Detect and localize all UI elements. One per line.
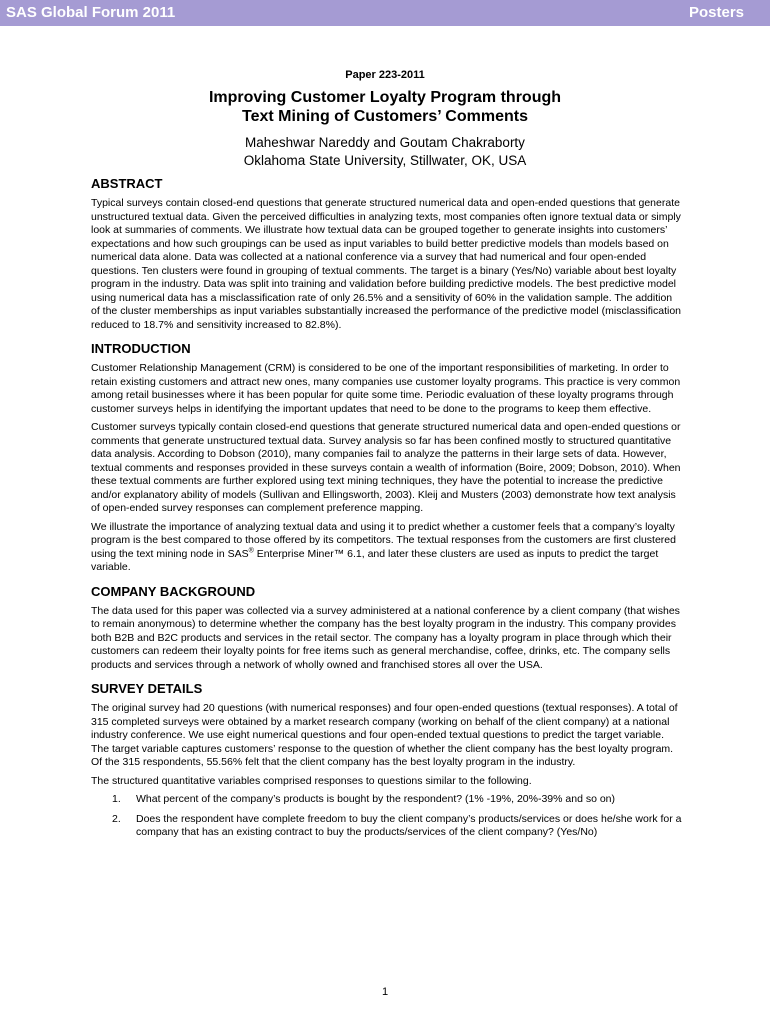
survey-details-paragraph-1: The original survey had 20 questions (with numerical responses) and four open-ended questions (textual responses). A total of 315 completed surveys were obtained by a market research company (working on behalf of the client company) at a national industry conference. We use eight numerical questions and four open-ended textual questions to predict the target variable. The target variable captures customers’ response to the question of whether the client company has the best loyalty program. Of the 315 respondents, 55.56% felt that the client company has the best loyalty program in the industry.	[91, 702, 678, 768]
survey-details-section	[91, 681, 682, 840]
introduction-paragraph-1: Customer Relationship Management (CRM) is considered to be one of the important responsibilities of marketing. In order to retain existing customers and attract new ones, many companies use customer loyalty programs. This practice is very common among retail businesses where it has been popular for quite some time. Periodic evaluation of these loyalty programs through customer surveys helps in identifying the important updates that need to be done to the programs to keep them effective.	[91, 362, 681, 415]
company-background-text: The data used for this paper was collected via a survey administered at a national conference by a client company (that wishes to remain anonymous) to determine whether the company has the best loyalty program in the industry. This company provides both B2B and B2C products and services in the retail sector. The company has a loyalty program in place through which their customers can redeem their loyalty points for free items such as general merchandise, coffee, drinks, etc. The company sells products and services through a network of wholly owned and franchised stores all over the USA.	[91, 604, 680, 671]
page-number: 1	[381, 986, 389, 998]
conference-name: SAS Global Forum 2011	[6, 4, 176, 21]
list-item	[91, 813, 682, 840]
registered-mark: ®	[248, 547, 254, 554]
list-item-number: 1.	[112, 793, 121, 805]
introduction-paragraph-2: Customer surveys typically contain closed-end questions that generate structured numerical data and open-ended questions or comments that generate unstructured textual data. Survey analysis so far has been confined mostly to structured quantitative data analysis. According to Dobson (2010), many companies fail to analyze the patterns in their large sets of data. However, textual comments and responses provided in these surveys contain a wealth of information (Boire, 2009; Dobson, 2010). When these textual comments are further explored using text mining techniques, they have the potential to increase the predictive and/or explanatory ability of models (Sullivan and Ellingsworth, 2003). Kleij and Musters (2003) demonstrate how text analysis of open-ended survey responses can complement preference mapping.	[91, 421, 681, 514]
introduction-paragraph-3	[91, 521, 682, 575]
introduction-p3-after: Enterprise Miner™ 6.1, and later these clusters are used as inputs to predict the target variable.	[91, 547, 659, 573]
company-background-section	[91, 584, 682, 673]
title-line-2: Text Mining of Customers’ Comments	[242, 108, 528, 125]
list-item	[91, 793, 682, 807]
track-name: Posters	[688, 4, 744, 21]
title-line-1: Improving Customer Loyalty Program through	[208, 89, 562, 106]
affiliation: Oklahoma State University, Stillwater, OK, USA	[243, 153, 527, 168]
header-banner	[0, 0, 770, 26]
introduction-p3-before: We illustrate the importance of analyzing textual data and using it to predict whether a customer feels that a company’s loyalty program is the best compared to those offered by its competitors. The textual responses from the customers are first clustered using the text mining node in SAS	[91, 520, 676, 560]
paper-number: Paper 223-2011	[345, 69, 425, 81]
list-item-number: 2.	[112, 812, 121, 825]
survey-details-heading: SURVEY DETAILS	[91, 681, 203, 696]
question-list	[91, 793, 682, 840]
authors: Maheshwar Nareddy and Goutam Chakraborty	[245, 135, 525, 150]
abstract-section	[91, 176, 682, 332]
list-item-text: Does the respondent have complete freedom to buy the client company’s products/services or does he/she work for a company that has an existing contract to buy the products/services of the client company? (Yes/No)	[136, 812, 682, 838]
company-background-heading: COMPANY BACKGROUND	[91, 583, 256, 599]
author-block	[0, 134, 770, 170]
introduction-heading: INTRODUCTION	[91, 341, 191, 356]
paper-body	[91, 176, 682, 849]
abstract-text: Typical surveys contain closed-end questions that generate structured numerical data and open-ended questions that generate unstructured textual data. Given the perceived difficulties in analyzing texts, most companies often ignore textual data or simply look at summaries of comments. We illustrate how textual data can be grouped together to generate insights into customers’ expectations and how such groupings can be used as input variables to build better predictive models than models based on numerical data alone. Data was collected at a national conference via a survey that had numerical and four open-ended questions. Ten clusters were found in grouping of textual comments. The target is a binary (Yes/No) variable about best loyalty program in the industry. Data was split into training and validation before building predictive models. The best predictive model using numerical data has a misclassification rate of only 26.5% and a sensitivity of 60% in the validation sample. The addition of the cluster memberships as input variables substantially increased the performance of the predictive model (misclassification reduced to 18.7% and sensitivity increased to 82.8%).	[91, 197, 682, 331]
survey-details-paragraph-2: The structured quantitative variables comprised responses to questions similar to the following.	[91, 774, 532, 787]
paper-title	[0, 88, 770, 126]
abstract-heading: ABSTRACT	[91, 176, 163, 191]
list-item-text: What percent of the company’s products is bought by the respondent? (1% -19%, 20%-39% and so on)	[136, 793, 616, 805]
introduction-section	[91, 341, 682, 575]
